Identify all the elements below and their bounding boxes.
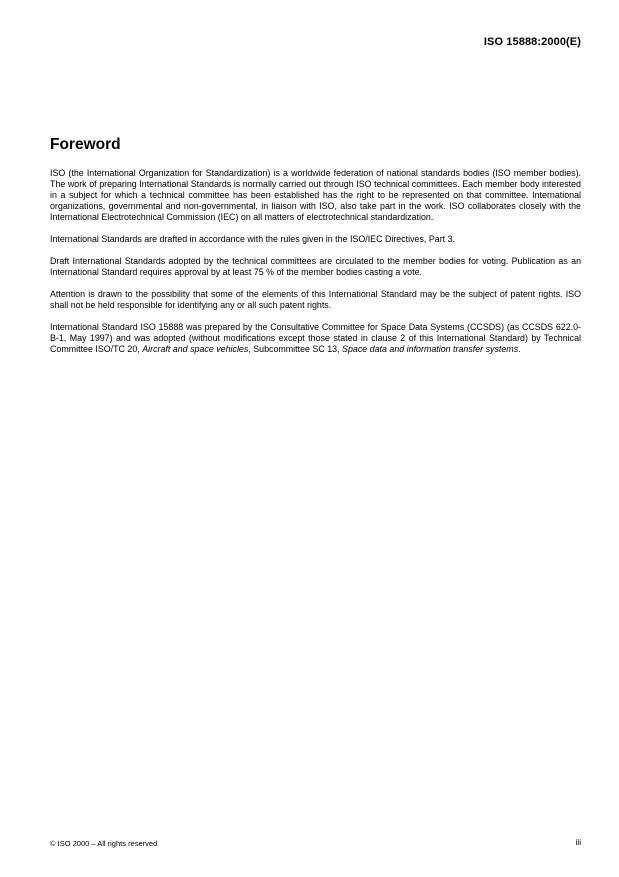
preparation-text-1: International Standard ISO 15888 was prepared by the Consultative Committee for Space Data Systems (CCSDS) (as CCSDS 622.0-B-1, May 1997) and was adopted (without modifications except those stated in clause 2 of this International Standard) by Technical Committee ISO/TC 20, <box>50 322 581 354</box>
committee-title: Aircraft and space vehicles <box>142 344 249 354</box>
paragraph-patent-rights: Attention is drawn to the possibility that some of the elements of this International Standard may be the subject of patent rights. ISO shall not be held responsible for identifying any or all such patent rights. <box>50 289 581 310</box>
preparation-text-2: , Subcommittee SC 13, <box>248 344 343 354</box>
paragraph-iso-overview: ISO (the International Organization for Standardization) is a worldwide federation of national standards bodies (ISO member bodies). The work of preparing International Standards is normally carried out through ISO technical committees. Each member body interested in a subject for which a technical committee has been established has the right to be represented on that committee. International organizations, governmental and non-governmental, in liaison with ISO, also take part in the work. ISO collaborates closely with the International Electrotechnical Commission (IEC) on all matters of electrotechnical standardization. <box>50 168 581 222</box>
subcommittee-title: Space data and information transfer systems <box>342 344 519 354</box>
foreword-body <box>50 168 581 366</box>
paragraph-preparation <box>50 322 581 355</box>
preparation-text-3: . <box>518 344 521 354</box>
section-title: Foreword <box>50 136 121 153</box>
document-identifier: ISO 15888:2000(E) <box>483 36 581 48</box>
copyright-notice: © ISO 2000 – All rights reserved <box>50 839 158 848</box>
paragraph-drafting-rules: International Standards are drafted in accordance with the rules given in the ISO/IEC Directives, Part 3. <box>50 234 456 244</box>
page-number: iii <box>575 838 581 847</box>
paragraph-voting: Draft International Standards adopted by the technical committees are circulated to the member bodies for voting. Publication as an International Standard requires approval by at least 75 % of the member bodies casting a vote. <box>50 256 581 277</box>
